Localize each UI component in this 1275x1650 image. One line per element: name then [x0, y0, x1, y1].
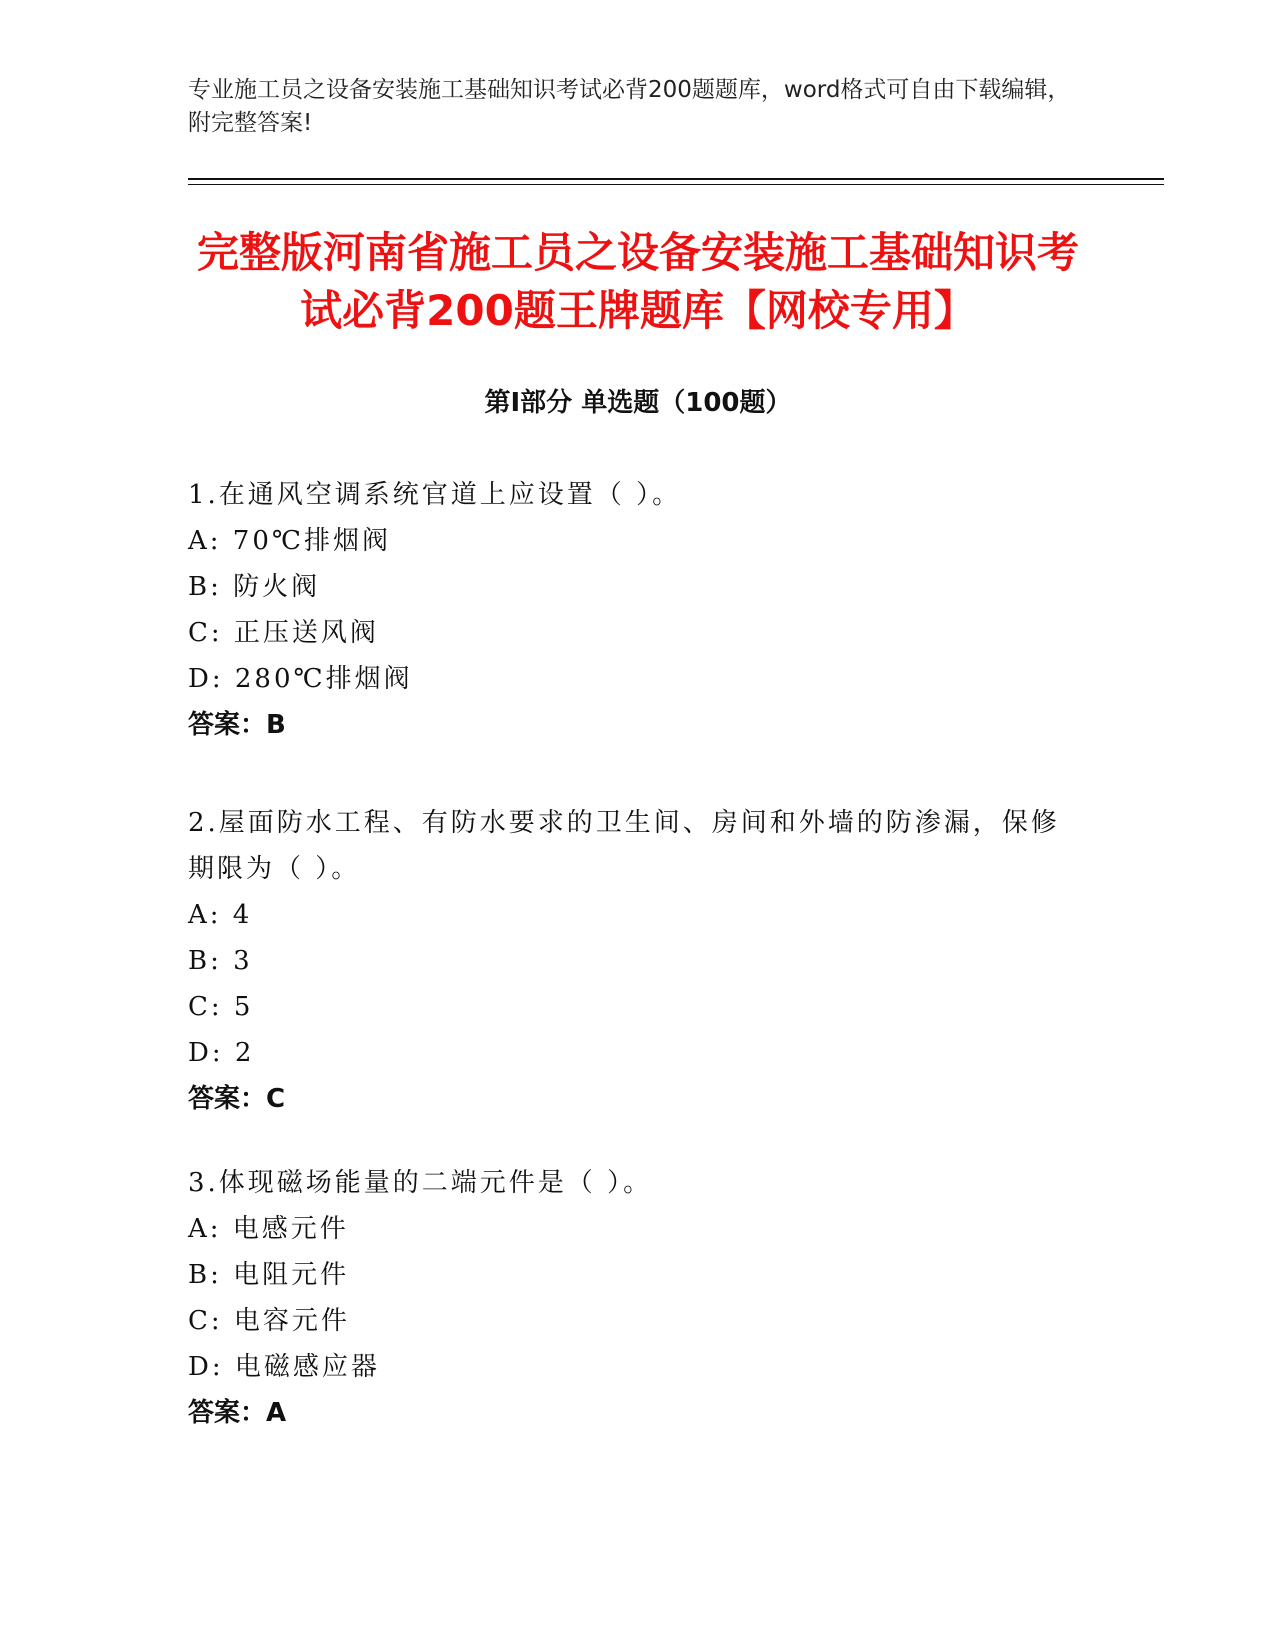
- question-stem: 3.体现磁场能量的二端元件是（ ）。: [188, 1168, 653, 1198]
- option-a: A: 电感元件: [188, 1214, 349, 1244]
- answer-label: 答案：C: [188, 1084, 286, 1114]
- option-c: C: 正压送风阀: [188, 618, 379, 648]
- question-block: [188, 1160, 1078, 1436]
- header-note: 专业施工员之设备安装施工基础知识考试必背200题题库，word格式可自由下载编辑，附完整答案!: [188, 77, 1071, 136]
- option-c: C: 电容元件: [188, 1306, 350, 1336]
- answer-label: 答案：B: [188, 710, 286, 740]
- option-a: A: 70℃排烟阀: [188, 526, 391, 556]
- option-a: A: 4: [188, 900, 253, 930]
- header-divider-thick: [188, 178, 1164, 180]
- option-b: B: 3: [188, 946, 253, 976]
- option-b: B: 防火阀: [188, 572, 321, 602]
- header-divider-thin: [188, 184, 1164, 185]
- option-d: D: 电磁感应器: [188, 1352, 380, 1382]
- question-stem: 2.屋面防水工程、有防水要求的卫生间、房间和外墙的防渗漏，保修期限为（ ）。: [188, 808, 1060, 884]
- document-title: 完整版河南省施工员之设备安装施工基础知识考试必背200题王牌题库【网校专用】: [196, 228, 1079, 335]
- question-block: [188, 472, 1078, 748]
- question-stem: 1.在通风空调系统官道上应设置（ ）。: [188, 480, 682, 510]
- question-block: [188, 800, 1078, 1122]
- option-c: C: 5: [188, 992, 254, 1022]
- option-b: B: 电阻元件: [188, 1260, 350, 1290]
- answer-label: 答案：A: [188, 1398, 287, 1428]
- section-heading: 第I部分 单选题（100题）: [484, 388, 792, 418]
- option-d: D: 2: [188, 1038, 255, 1068]
- option-d: D: 280℃排烟阀: [188, 664, 413, 694]
